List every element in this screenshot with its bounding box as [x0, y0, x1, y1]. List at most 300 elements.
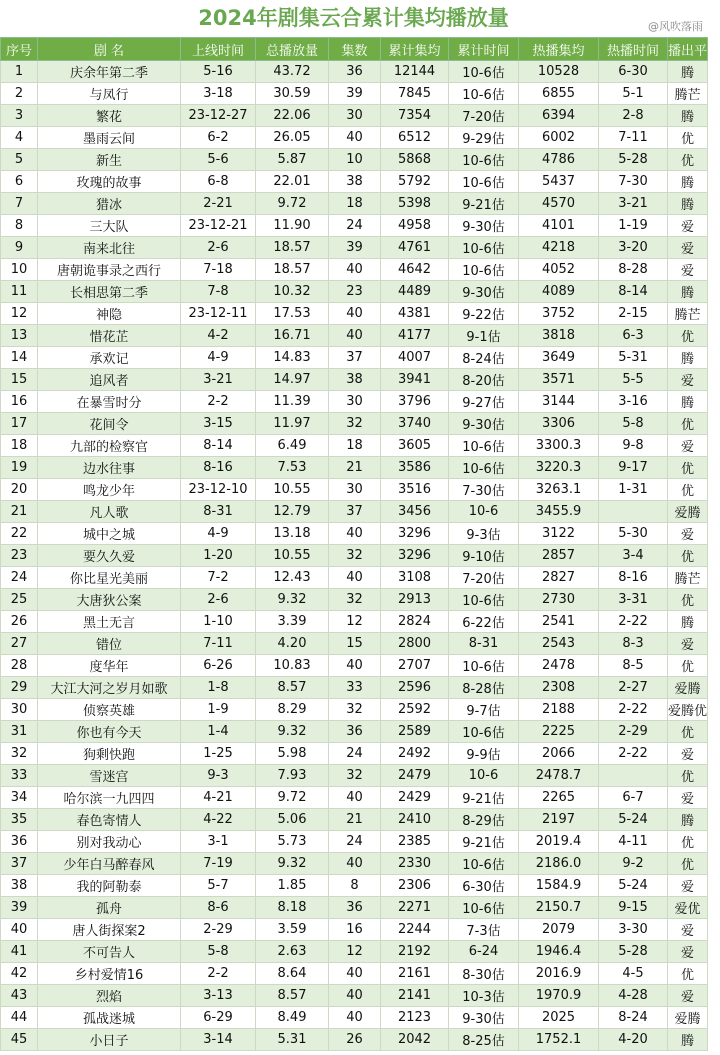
table-row: [1, 633, 708, 655]
table-cell: 花间令: [38, 413, 181, 435]
table-cell: 5868: [381, 149, 449, 171]
page-title: 2024年剧集云合累计集均播放量: [198, 6, 509, 30]
table-cell: 8-24估: [449, 347, 519, 369]
table-row: [1, 435, 708, 457]
table-cell: 16.71: [256, 325, 329, 347]
table-cell: 4.20: [256, 633, 329, 655]
table-cell: 3144: [519, 391, 599, 413]
table-cell: 4-21: [181, 787, 256, 809]
table-cell: 爱腾优: [668, 699, 708, 721]
table-cell: 爱: [668, 743, 708, 765]
table-cell: 1946.4: [519, 941, 599, 963]
table-cell: 18.57: [256, 237, 329, 259]
table-cell: 17.53: [256, 303, 329, 325]
table-cell: 4218: [519, 237, 599, 259]
table-cell: 32: [329, 413, 381, 435]
table-cell: 2225: [519, 721, 599, 743]
table-cell: 6-24: [449, 941, 519, 963]
table-cell: 4101: [519, 215, 599, 237]
table-cell: 2824: [381, 611, 449, 633]
column-header: 集数: [329, 38, 381, 61]
table-row: [1, 83, 708, 105]
table-cell: 8-14: [599, 281, 668, 303]
table-cell: 7-30: [599, 171, 668, 193]
table-row: [1, 325, 708, 347]
table-cell: 23-12-11: [181, 303, 256, 325]
table-cell: 优: [668, 963, 708, 985]
table-cell: 10-6估: [449, 897, 519, 919]
table-row: [1, 303, 708, 325]
table-cell: 你也有今天: [38, 721, 181, 743]
table-cell: 40: [329, 787, 381, 809]
table-cell: 腾: [668, 391, 708, 413]
table-cell: 3.59: [256, 919, 329, 941]
table-cell: 3941: [381, 369, 449, 391]
table-cell: 37: [329, 501, 381, 523]
table-cell: 40: [1, 919, 38, 941]
table-cell: 4761: [381, 237, 449, 259]
table-cell: 腾: [668, 1029, 708, 1051]
table-cell: 4958: [381, 215, 449, 237]
table-cell: 6-26: [181, 655, 256, 677]
table-cell: 23-12-27: [181, 105, 256, 127]
table-cell: 2827: [519, 567, 599, 589]
table-cell: 12.79: [256, 501, 329, 523]
table-cell: 6-7: [599, 787, 668, 809]
table-cell: 40: [329, 303, 381, 325]
table-cell: 7.53: [256, 457, 329, 479]
table-cell: 边水往事: [38, 457, 181, 479]
table-cell: 36: [329, 721, 381, 743]
table-cell: 26.05: [256, 127, 329, 149]
table-cell: 7-30估: [449, 479, 519, 501]
table-cell: 6-30估: [449, 875, 519, 897]
table-cell: 43: [1, 985, 38, 1007]
table-cell: 15: [329, 633, 381, 655]
table-cell: 狗剩快跑: [38, 743, 181, 765]
table-cell: 9-1估: [449, 325, 519, 347]
table-cell: 3-21: [599, 193, 668, 215]
table-row: [1, 897, 708, 919]
table-row: [1, 369, 708, 391]
table-cell: 优: [668, 413, 708, 435]
table-cell: 腾: [668, 809, 708, 831]
table-cell: 18.57: [256, 259, 329, 281]
table-cell: 10.32: [256, 281, 329, 303]
table-cell: 5-6: [181, 149, 256, 171]
table-cell: 5.06: [256, 809, 329, 831]
table-cell: 2025: [519, 1007, 599, 1029]
table-cell: 2730: [519, 589, 599, 611]
table-cell: 28: [1, 655, 38, 677]
table-cell: 12.43: [256, 567, 329, 589]
table-cell: 爱: [668, 941, 708, 963]
table-cell: 孤舟: [38, 897, 181, 919]
column-header: 剧 名: [38, 38, 181, 61]
table-cell: 43.72: [256, 61, 329, 83]
table-cell: 8-5: [599, 655, 668, 677]
table-cell: 2265: [519, 787, 599, 809]
table-cell: 32: [329, 699, 381, 721]
table-cell: 2-27: [599, 677, 668, 699]
table-cell: 7-20估: [449, 567, 519, 589]
table-cell: 44: [1, 1007, 38, 1029]
table-cell: 2306: [381, 875, 449, 897]
table-cell: 九部的检察官: [38, 435, 181, 457]
table-cell: 16: [329, 919, 381, 941]
table-cell: 2-6: [181, 237, 256, 259]
table-cell: 9-30估: [449, 413, 519, 435]
table-cell: 3455.9: [519, 501, 599, 523]
table-cell: 10-6: [449, 765, 519, 787]
table-row: [1, 259, 708, 281]
table-cell: 10-6估: [449, 149, 519, 171]
table-cell: 3-31: [599, 589, 668, 611]
table-cell: 26: [1, 611, 38, 633]
table-cell: 1-4: [181, 721, 256, 743]
table-cell: 2271: [381, 897, 449, 919]
table-cell: 小日子: [38, 1029, 181, 1051]
table-cell: 3-4: [599, 545, 668, 567]
table-cell: 承欢记: [38, 347, 181, 369]
table-cell: 1584.9: [519, 875, 599, 897]
table-cell: 7354: [381, 105, 449, 127]
table-cell: 4381: [381, 303, 449, 325]
table-cell: 在暴雪时分: [38, 391, 181, 413]
table-cell: 2429: [381, 787, 449, 809]
table-cell: 3-18: [181, 83, 256, 105]
table-cell: 2478: [519, 655, 599, 677]
table-cell: 唐朝诡事录之西行: [38, 259, 181, 281]
table-row: [1, 347, 708, 369]
table-cell: 优: [668, 589, 708, 611]
column-header: 累计集均: [381, 38, 449, 61]
table-cell: 11.90: [256, 215, 329, 237]
table-cell: 2478.7: [519, 765, 599, 787]
table-cell: 6-30: [599, 61, 668, 83]
table-cell: 10-6估: [449, 171, 519, 193]
table-cell: 大江大河之岁月如歌: [38, 677, 181, 699]
column-header: 热播集均: [519, 38, 599, 61]
table-cell: 4-5: [599, 963, 668, 985]
table-cell: 4570: [519, 193, 599, 215]
table-cell: 8-24: [599, 1007, 668, 1029]
table-cell: 8-16: [599, 567, 668, 589]
table-cell: 7.93: [256, 765, 329, 787]
table-cell: 3818: [519, 325, 599, 347]
table-cell: 优: [668, 149, 708, 171]
table-cell: 40: [329, 127, 381, 149]
table-cell: 2-2: [181, 963, 256, 985]
table-cell: 6-8: [181, 171, 256, 193]
table-cell: 7-19: [181, 853, 256, 875]
table-cell: 3649: [519, 347, 599, 369]
table-cell: 3-30: [599, 919, 668, 941]
table-cell: 3-13: [181, 985, 256, 1007]
table-cell: 40: [329, 985, 381, 1007]
table-cell: 猎冰: [38, 193, 181, 215]
table-cell: 30: [329, 391, 381, 413]
table-cell: 9-21估: [449, 831, 519, 853]
table-cell: 与凤行: [38, 83, 181, 105]
table-cell: 11: [1, 281, 38, 303]
table-cell: 9-22估: [449, 303, 519, 325]
table-cell: 9-29估: [449, 127, 519, 149]
table-cell: 7: [1, 193, 38, 215]
table-cell: 18: [1, 435, 38, 457]
table-cell: 24: [1, 567, 38, 589]
table-cell: 8.57: [256, 677, 329, 699]
table-cell: 2066: [519, 743, 599, 765]
table-cell: 墨雨云间: [38, 127, 181, 149]
table-cell: 2857: [519, 545, 599, 567]
table-cell: 6-2: [181, 127, 256, 149]
table-cell: 4-9: [181, 347, 256, 369]
table-cell: 9-30估: [449, 281, 519, 303]
table-cell: 春色寄情人: [38, 809, 181, 831]
table-cell: 1.85: [256, 875, 329, 897]
table-cell: 8-30估: [449, 963, 519, 985]
table-cell: 优: [668, 479, 708, 501]
table-cell: 8.57: [256, 985, 329, 1007]
table-cell: 8.64: [256, 963, 329, 985]
table-cell: 优: [668, 765, 708, 787]
table-cell: 5-24: [599, 809, 668, 831]
table-cell: 6002: [519, 127, 599, 149]
table-cell: 6-22估: [449, 611, 519, 633]
table-cell: 2-2: [181, 391, 256, 413]
table-row: [1, 875, 708, 897]
table-cell: 5.98: [256, 743, 329, 765]
table-cell: 9-10估: [449, 545, 519, 567]
table-cell: 40: [329, 853, 381, 875]
table-cell: 爱腾: [668, 501, 708, 523]
table-cell: 2479: [381, 765, 449, 787]
table-cell: 1-19: [599, 215, 668, 237]
table-row: [1, 787, 708, 809]
table-cell: 2800: [381, 633, 449, 655]
table-row: [1, 479, 708, 501]
table-cell: 2141: [381, 985, 449, 1007]
table-cell: 5.31: [256, 1029, 329, 1051]
table-cell: 40: [329, 523, 381, 545]
table-cell: 39: [329, 237, 381, 259]
table-cell: 6-3: [599, 325, 668, 347]
table-cell: 侦察英雄: [38, 699, 181, 721]
table-cell: 2042: [381, 1029, 449, 1051]
table-row: [1, 963, 708, 985]
table-cell: 7-11: [181, 633, 256, 655]
table-cell: 2244: [381, 919, 449, 941]
table-cell: 36: [329, 61, 381, 83]
table-cell: 繁花: [38, 105, 181, 127]
table-cell: 爱腾: [668, 1007, 708, 1029]
table-row: [1, 171, 708, 193]
table-cell: 2123: [381, 1007, 449, 1029]
table-cell: 2016.9: [519, 963, 599, 985]
table-row: [1, 655, 708, 677]
table-row: [1, 853, 708, 875]
table-cell: 4-28: [599, 985, 668, 1007]
table-cell: 4642: [381, 259, 449, 281]
table-cell: 21: [329, 457, 381, 479]
table-cell: 22.06: [256, 105, 329, 127]
table-cell: 3263.1: [519, 479, 599, 501]
table-cell: 8: [1, 215, 38, 237]
table-cell: 腾芒: [668, 83, 708, 105]
table-cell: 3796: [381, 391, 449, 413]
table-cell: 2-6: [181, 589, 256, 611]
table-cell: 9-9估: [449, 743, 519, 765]
table-cell: 3296: [381, 523, 449, 545]
table-cell: 3108: [381, 567, 449, 589]
table-cell: 爱: [668, 237, 708, 259]
table-cell: 5437: [519, 171, 599, 193]
table-cell: 14: [1, 347, 38, 369]
table-cell: 10-6估: [449, 435, 519, 457]
table-cell: 你比星光美丽: [38, 567, 181, 589]
table-cell: 5.87: [256, 149, 329, 171]
table-row: [1, 721, 708, 743]
table-cell: 32: [329, 545, 381, 567]
table-cell: 23-12-10: [181, 479, 256, 501]
table-cell: 3-16: [599, 391, 668, 413]
table-cell: 3571: [519, 369, 599, 391]
table-cell: 5-31: [599, 347, 668, 369]
table-cell: 爱: [668, 259, 708, 281]
table-cell: 8-25估: [449, 1029, 519, 1051]
table-cell: 6: [1, 171, 38, 193]
table-cell: 爱: [668, 523, 708, 545]
header-row: [1, 38, 708, 61]
table-cell: 40: [329, 325, 381, 347]
table-row: [1, 677, 708, 699]
table-cell: 6-29: [181, 1007, 256, 1029]
table-cell: 9.32: [256, 721, 329, 743]
table-cell: 4177: [381, 325, 449, 347]
table-cell: 3516: [381, 479, 449, 501]
table-row: [1, 743, 708, 765]
table-cell: 庆余年第二季: [38, 61, 181, 83]
table-cell: 4786: [519, 149, 599, 171]
table-cell: 3.39: [256, 611, 329, 633]
table-cell: 2410: [381, 809, 449, 831]
table-cell: 爱: [668, 875, 708, 897]
table-cell: 2150.7: [519, 897, 599, 919]
table-cell: 5-8: [181, 941, 256, 963]
table-row: [1, 457, 708, 479]
table-cell: 10-6估: [449, 61, 519, 83]
table-cell: 1-10: [181, 611, 256, 633]
table-cell: 爱: [668, 633, 708, 655]
table-cell: 9-30估: [449, 1007, 519, 1029]
table-cell: 2543: [519, 633, 599, 655]
table-cell: 3296: [381, 545, 449, 567]
table-cell: 新生: [38, 149, 181, 171]
table-cell: 2188: [519, 699, 599, 721]
column-header: 总播放量: [256, 38, 329, 61]
table-cell: 7-18: [181, 259, 256, 281]
table-cell: 2913: [381, 589, 449, 611]
table-cell: 33: [329, 677, 381, 699]
table-row: [1, 237, 708, 259]
table-cell: 8-6: [181, 897, 256, 919]
table-cell: 1: [1, 61, 38, 83]
table-cell: 9-21估: [449, 787, 519, 809]
table-cell: 40: [329, 963, 381, 985]
table-cell: 10528: [519, 61, 599, 83]
table-cell: 1-31: [599, 479, 668, 501]
table-cell: 10-6估: [449, 237, 519, 259]
table-cell: 27: [1, 633, 38, 655]
table-cell: 37: [1, 853, 38, 875]
table-cell: 40: [329, 655, 381, 677]
table-body: [1, 61, 708, 1051]
table-cell: 42: [1, 963, 38, 985]
table-cell: 9-3: [181, 765, 256, 787]
table-cell: 南来北往: [38, 237, 181, 259]
table-cell: 32: [1, 743, 38, 765]
table-cell: 2596: [381, 677, 449, 699]
table-cell: 5398: [381, 193, 449, 215]
table-cell: 5-30: [599, 523, 668, 545]
table-cell: 5792: [381, 171, 449, 193]
table-cell: 3-1: [181, 831, 256, 853]
table-cell: 10-6估: [449, 721, 519, 743]
table-cell: 12: [1, 303, 38, 325]
table-cell: 39: [1, 897, 38, 919]
table-cell: 10.55: [256, 545, 329, 567]
table-cell: 10.83: [256, 655, 329, 677]
table-cell: 10-6估: [449, 853, 519, 875]
table-cell: 腾: [668, 193, 708, 215]
table-cell: 3-20: [599, 237, 668, 259]
table-cell: 9: [1, 237, 38, 259]
table-cell: 32: [329, 589, 381, 611]
table-cell: 5.73: [256, 831, 329, 853]
table-cell: 唐人街探案2: [38, 919, 181, 941]
table-row: [1, 281, 708, 303]
table-cell: 22.01: [256, 171, 329, 193]
table-cell: 7-2: [181, 567, 256, 589]
table-cell: 爱: [668, 369, 708, 391]
table-cell: 30.59: [256, 83, 329, 105]
table-cell: 30: [1, 699, 38, 721]
table-cell: 8-16: [181, 457, 256, 479]
table-cell: 36: [329, 897, 381, 919]
table-cell: 8-3: [599, 633, 668, 655]
table-row: [1, 765, 708, 787]
table-cell: 18: [329, 193, 381, 215]
table-cell: 优: [668, 545, 708, 567]
table-cell: 2492: [381, 743, 449, 765]
table-row: [1, 215, 708, 237]
column-header: 序号: [1, 38, 38, 61]
table-cell: 凡人歌: [38, 501, 181, 523]
table-cell: 鸣龙少年: [38, 479, 181, 501]
table-cell: 爱: [668, 985, 708, 1007]
table-cell: 优: [668, 127, 708, 149]
table-cell: 40: [329, 259, 381, 281]
table-cell: 2592: [381, 699, 449, 721]
table-cell: 23: [329, 281, 381, 303]
table-cell: 4-2: [181, 325, 256, 347]
table-cell: 10-6估: [449, 589, 519, 611]
column-header: 上线时间: [181, 38, 256, 61]
table-cell: 4-9: [181, 523, 256, 545]
table-cell: 2-15: [599, 303, 668, 325]
table-cell: 31: [1, 721, 38, 743]
